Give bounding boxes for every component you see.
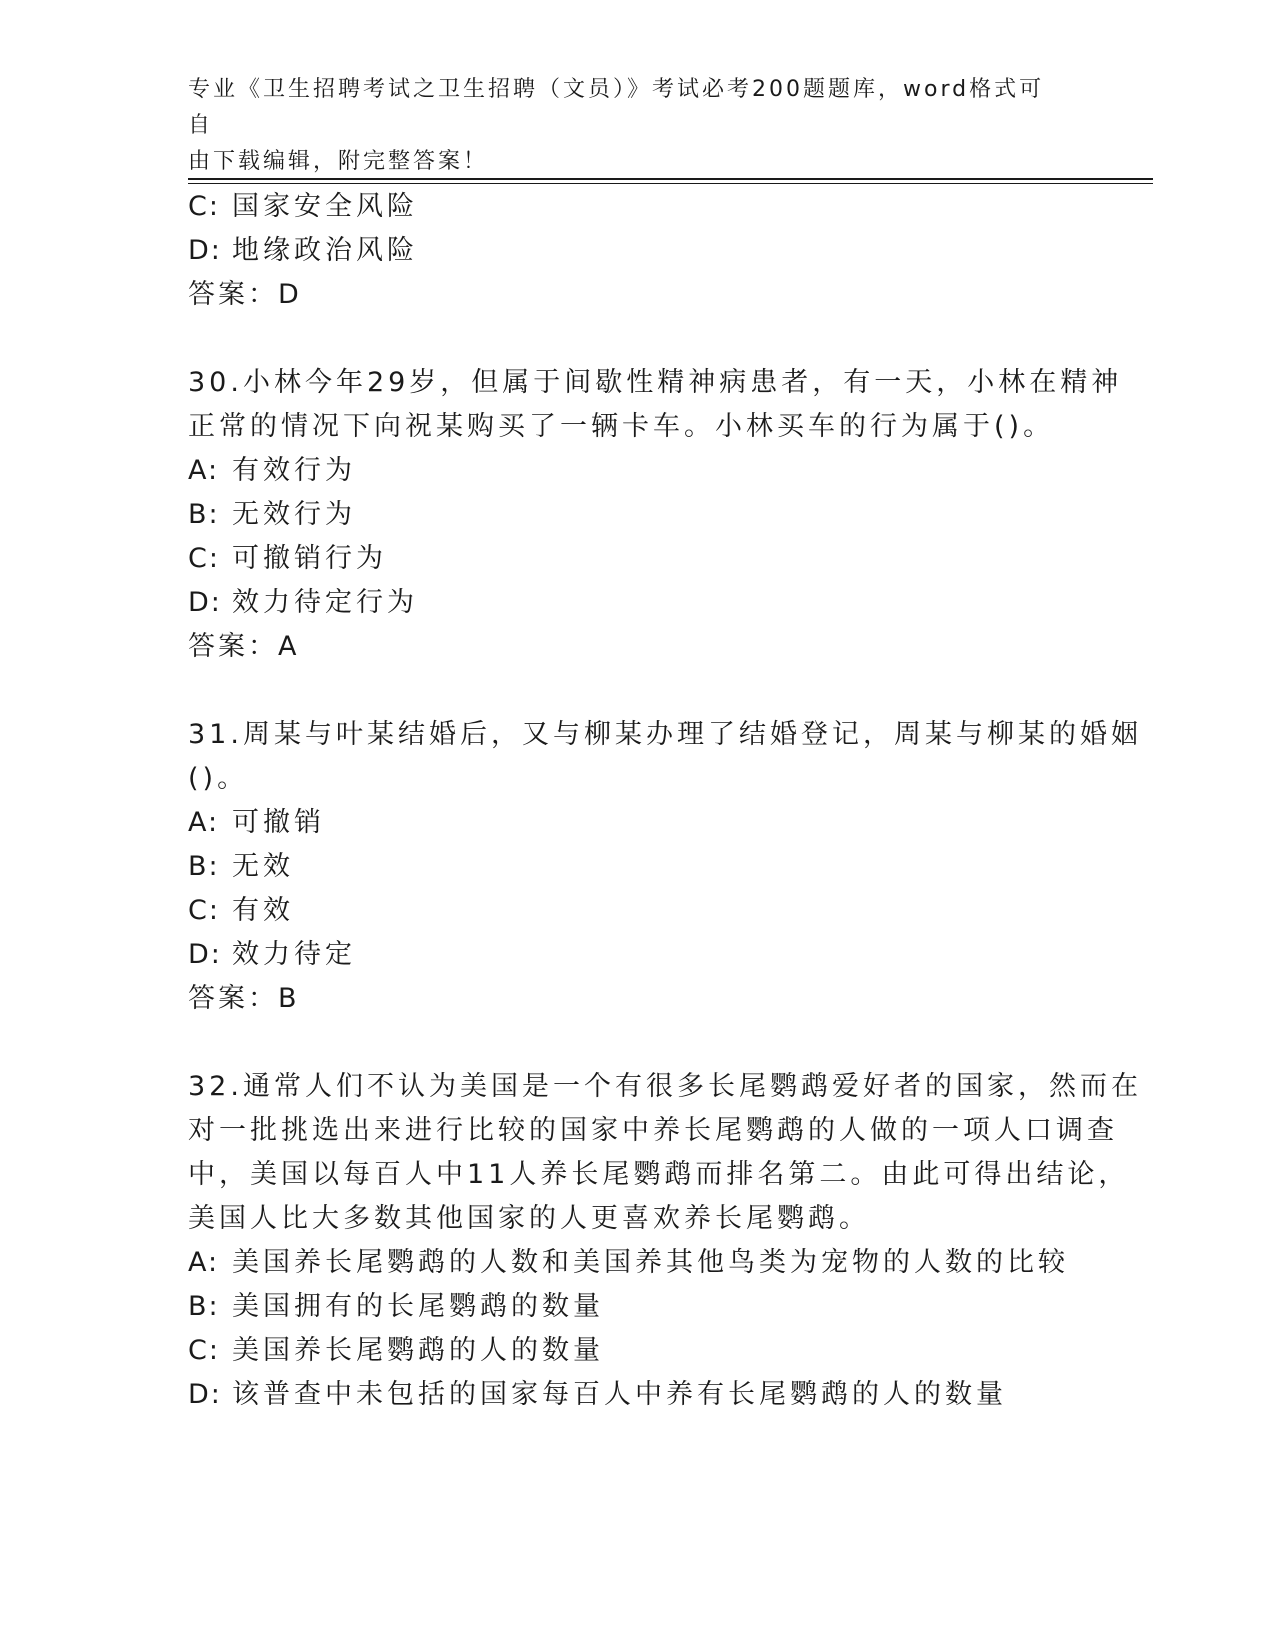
option-key: C: [188, 895, 220, 926]
q29-option-c [188, 190, 418, 224]
q32-option-b [188, 1290, 604, 1324]
q32-option-d [188, 1378, 1007, 1412]
option-key: D: [188, 939, 222, 970]
q32-stem-line-4: 美国人比大多数其他国家的人更喜欢养长尾鹦鹉。 [188, 1203, 870, 1234]
document-header [188, 72, 1068, 180]
q31-option-b [188, 850, 294, 884]
option-text: 效力待定行为 [232, 587, 418, 618]
option-text: 无效行为 [232, 499, 356, 530]
option-key: A: [188, 1247, 220, 1278]
option-key: A: [188, 807, 220, 838]
option-key: A: [188, 455, 220, 486]
option-key: B: [188, 851, 220, 882]
q31-answer: 答案：B [188, 983, 300, 1014]
option-text: 有效 [232, 895, 294, 926]
q31-stem-line-1: 31.周某与叶某结婚后，又与柳某办理了结婚登记，周某与柳某的婚姻 [188, 719, 1142, 750]
option-key: B: [188, 499, 220, 530]
header-line-2: 由下载编辑，附完整答案！ [188, 149, 489, 174]
q31-option-a [188, 806, 325, 840]
option-key: C: [188, 543, 220, 574]
q29-answer: 答案：D [188, 279, 302, 310]
option-text: 有效行为 [232, 455, 356, 486]
header-line-1: 专业《卫生招聘考试之卫生招聘（文员）》考试必考200题题库，word格式可自 [188, 77, 1045, 138]
option-text: 可撤销行为 [232, 543, 387, 574]
option-key: D: [188, 587, 222, 618]
q31-option-c [188, 894, 294, 928]
q32-stem-line-2: 对一批挑选出来进行比较的国家中养长尾鹦鹉的人做的一项人口调查 [188, 1115, 1118, 1146]
q31-stem-line-2: ()。 [188, 763, 249, 794]
q32-stem-line-3: 中，美国以每百人中11人养长尾鹦鹉而排名第二。由此可得出结论， [188, 1159, 1130, 1190]
option-text: 地缘政治风险 [232, 235, 418, 266]
q32-option-a [188, 1246, 1069, 1280]
q30-option-a [188, 454, 356, 488]
option-text: 可撤销 [232, 807, 325, 838]
option-key: B: [188, 1291, 220, 1322]
option-text: 美国养长尾鹦鹉的人的数量 [232, 1335, 604, 1366]
option-text: 美国拥有的长尾鹦鹉的数量 [232, 1291, 604, 1322]
q32-option-c [188, 1334, 604, 1368]
q30-stem-line-1: 30.小林今年29岁，但属于间歇性精神病患者，有一天，小林在精神 [188, 367, 1123, 398]
q30-option-b [188, 498, 356, 532]
q30-answer: 答案：A [188, 631, 300, 662]
q31-option-d [188, 938, 356, 972]
option-text: 该普查中未包括的国家每百人中养有长尾鹦鹉的人的数量 [232, 1379, 1007, 1410]
q30-option-d [188, 586, 418, 620]
header-rule-thin [188, 183, 1153, 184]
header-rule-thick [188, 178, 1153, 180]
q32-stem-line-1: 32.通常人们不认为美国是一个有很多长尾鹦鹉爱好者的国家，然而在 [188, 1071, 1142, 1102]
option-text: 国家安全风险 [232, 191, 418, 222]
q29-option-d [188, 234, 418, 268]
option-key: C: [188, 191, 220, 222]
option-key: D: [188, 235, 222, 266]
option-key: D: [188, 1379, 222, 1410]
option-text: 美国养长尾鹦鹉的人数和美国养其他鸟类为宠物的人数的比较 [232, 1247, 1069, 1278]
option-text: 效力待定 [232, 939, 356, 970]
option-text: 无效 [232, 851, 294, 882]
q30-stem-line-2: 正常的情况下向祝某购买了一辆卡车。小林买车的行为属于()。 [188, 411, 1055, 442]
q30-option-c [188, 542, 387, 576]
option-key: C: [188, 1335, 220, 1366]
